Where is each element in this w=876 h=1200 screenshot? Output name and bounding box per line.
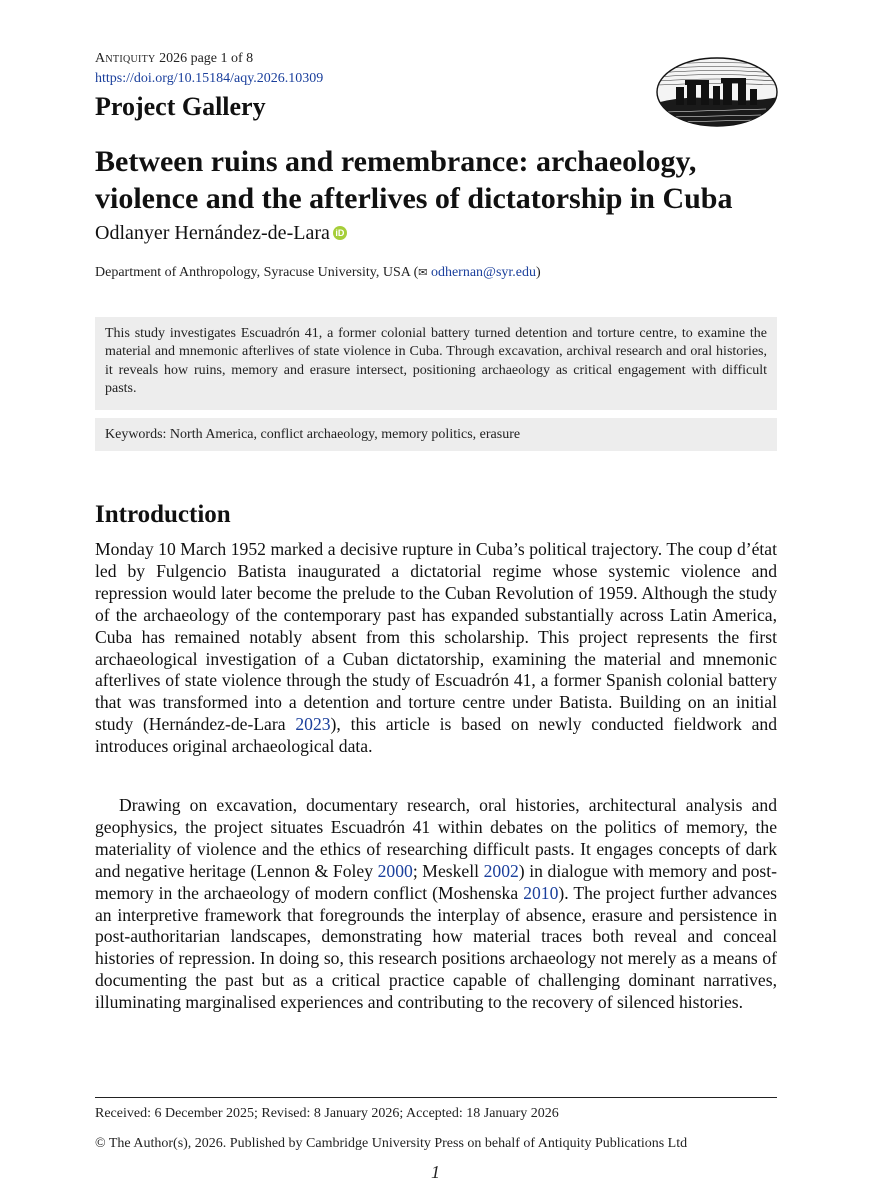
stonehenge-engraving-logo [656, 57, 778, 127]
paragraph-text: ). The project further advances an interpretive framework that foregrounds the interplay of absence, erasure and persistence in post-authoritarian landscapes, demonstrating how material traces both reveal and conceal histories of repression. In doing so, this research positions archaeology not merely as a means of documenting the past but as a critical practice capable of challenging dominant narratives, illuminating marginalised experiences and contributing to the recovery of silenced histories. [95, 882, 777, 1013]
footer-divider [95, 1097, 777, 1098]
orcid-icon[interactable]: iD [333, 226, 347, 240]
paragraph-text: ), this article is based on newly conducted fieldwork and introduces original archaeological data. [95, 714, 777, 757]
introduction-heading: Introduction [95, 501, 231, 528]
keywords-box: Keywords: North America, conflict archaeology, memory politics, erasure [95, 418, 777, 451]
received-dates: Received: 6 December 2025; Revised: 8 January 2026; Accepted: 18 January 2026 [95, 1106, 559, 1121]
article-title: Between ruins and remembrance: archaeology, violence and the afterlives of dictatorship in Cuba [95, 145, 733, 215]
issue-info: 2026 page 1 of 8 [159, 51, 254, 66]
introduction-paragraph-2 [95, 795, 777, 1014]
citation-link[interactable]: 2000 [377, 860, 413, 881]
introduction-paragraph-1 [95, 539, 777, 758]
abstract-box: This study investigates Escuadrón 41, a former colonial battery turned detention and torture centre, to examine the material and mnemonic afterlives of state violence in Cuba. Through excavation, archival research and oral histories, it reveals how ruins, memory and erasure intersect, positioning archaeology as critical engagement with difficult pasts. [95, 317, 777, 410]
journal-header [95, 51, 253, 67]
affiliation [95, 265, 541, 281]
journal-name: Antiquity [95, 51, 156, 66]
copyright-notice: © The Author(s), 2026. Published by Cambridge University Press on behalf of Antiquity Publications Ltd [95, 1136, 688, 1151]
envelope-icon: ✉ [418, 266, 428, 279]
author-name: Odlanyer Hernández-de-Lara [95, 222, 330, 244]
section-label: Project Gallery [95, 92, 266, 121]
affiliation-suffix: ) [536, 265, 541, 280]
doi-link[interactable]: https://doi.org/10.15184/aqy.2026.10309 [95, 71, 324, 86]
affiliation-text: Department of Anthropology, Syracuse University, USA ( [95, 265, 419, 280]
paragraph-text: ; Meskell [412, 860, 484, 881]
citation-link[interactable]: 2010 [523, 882, 559, 903]
citation-link[interactable]: 2023 [295, 714, 331, 735]
email-link[interactable]: odhernan@syr.edu [430, 265, 537, 280]
citation-link[interactable]: 2002 [483, 860, 519, 881]
paragraph-text: Monday 10 March 1952 marked a decisive rupture in Cuba’s political trajectory. The coup d’état led by Fulgencio Batista inaugurated a dictatorial regime whose systemic violence and repression would later become the prelude to the Cuban Revolution of 1959. Although the study of the archaeology of the contemporary past has expanded substantially across Latin America, Cuba has remained notably absent from this scholarship. This project represents the first archaeological investigation of a Cuban dictatorship, examining the material and mnemonic afterlives of state violence through the study of Escuadrón 41, a former Spanish colonial battery that was transformed into a detention and torture centre under Batista. Building on an initial study (Hernández-de-Lara [95, 539, 777, 735]
page-number: 1 [431, 1162, 440, 1182]
paragraph-text: Drawing on excavation, documentary research, oral histories, architectural analysis and geophysics, the project situates Escuadrón 41 within debates on the politics of memory, the materiality of violence and the ethics of researching difficult pasts. It engages concepts of dark and negative heritage (Lennon & Foley [95, 795, 777, 881]
author-line [95, 222, 347, 245]
paragraph-text: ) in dialogue with memory and post-memory in the archaeology of modern conflict (Moshenska [95, 860, 778, 903]
